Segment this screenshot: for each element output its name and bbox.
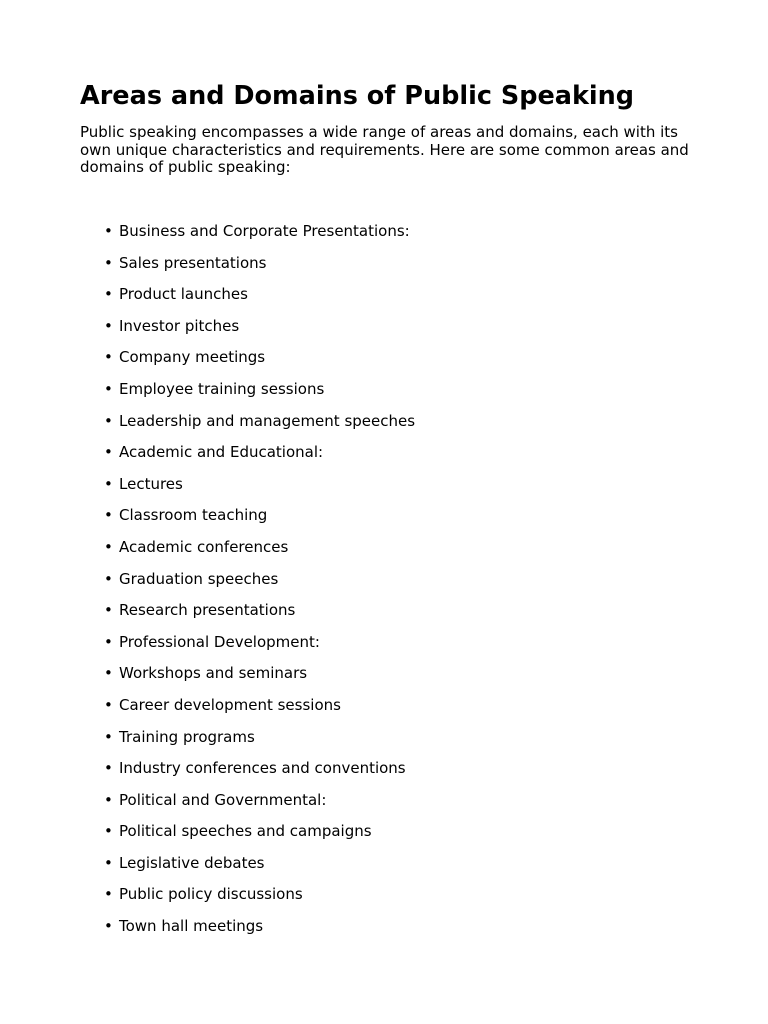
- list-item: [104, 630, 415, 662]
- list-item-text: Leadership and management speeches: [119, 411, 416, 430]
- list-item: [104, 882, 415, 914]
- list-item-text: Lectures: [119, 474, 183, 493]
- list-item: [104, 567, 415, 599]
- bullet-icon: •: [104, 632, 113, 651]
- list-item-text: Product launches: [119, 285, 248, 304]
- list-item: [104, 725, 415, 757]
- list-item: [104, 693, 415, 725]
- list-item: [104, 851, 415, 883]
- bullet-icon: •: [104, 411, 113, 430]
- bullet-icon: •: [104, 917, 113, 936]
- list-item-text: Training programs: [119, 727, 255, 746]
- bullet-icon: •: [104, 316, 113, 335]
- bullet-icon: •: [104, 474, 113, 493]
- list-item: [104, 282, 415, 314]
- bullet-icon: •: [104, 348, 113, 367]
- bullet-icon: •: [104, 853, 113, 872]
- bullet-list: [104, 219, 415, 946]
- list-item: [104, 251, 415, 283]
- bullet-icon: •: [104, 506, 113, 525]
- bullet-icon: •: [104, 601, 113, 620]
- list-item-text: Industry conferences and conventions: [119, 759, 406, 778]
- list-item-text: Career development sessions: [119, 695, 341, 714]
- list-item-text: Sales presentations: [119, 253, 267, 272]
- list-item: [104, 788, 415, 820]
- bullet-icon: •: [104, 885, 113, 904]
- bullet-icon: •: [104, 695, 113, 714]
- list-item-text: Public policy discussions: [119, 885, 303, 904]
- intro-paragraph: Public speaking encompasses a wide range of areas and domains, each with its own unique characteristics and requirements. Here are some common areas and domains of public speaking:: [80, 123, 689, 176]
- list-item: [104, 598, 415, 630]
- list-item-text: Company meetings: [119, 348, 266, 367]
- bullet-icon: •: [104, 727, 113, 746]
- page-title: Areas and Domains of Public Speaking: [80, 81, 635, 111]
- list-item-text: Professional Development:: [119, 632, 320, 651]
- bullet-icon: •: [104, 569, 113, 588]
- bullet-icon: •: [104, 537, 113, 556]
- list-item-text: Academic conferences: [119, 537, 289, 556]
- list-item-text: Employee training sessions: [119, 379, 325, 398]
- bullet-icon: •: [104, 790, 113, 809]
- list-item: [104, 819, 415, 851]
- list-item: [104, 503, 415, 535]
- list-item: [104, 345, 415, 377]
- list-item-text: Business and Corporate Presentations:: [119, 222, 410, 240]
- list-item-text: Classroom teaching: [119, 506, 268, 525]
- bullet-icon: •: [104, 822, 113, 841]
- list-item: [104, 472, 415, 504]
- list-item: [104, 914, 415, 946]
- list-item: [104, 535, 415, 567]
- list-item: [104, 756, 415, 788]
- list-item-text: Town hall meetings: [119, 917, 264, 936]
- list-item-text: Investor pitches: [119, 316, 240, 335]
- bullet-icon: •: [104, 664, 113, 683]
- list-item-text: Graduation speeches: [119, 569, 279, 588]
- bullet-icon: •: [104, 379, 113, 398]
- list-item: [104, 219, 415, 251]
- list-item-text: Research presentations: [119, 601, 296, 620]
- list-item-text: Academic and Educational:: [119, 443, 324, 462]
- bullet-icon: •: [104, 285, 113, 304]
- bullet-icon: •: [104, 443, 113, 462]
- list-item: [104, 377, 415, 409]
- list-item: [104, 314, 415, 346]
- list-item: [104, 409, 415, 441]
- bullet-icon: •: [104, 253, 113, 272]
- list-item: [104, 440, 415, 472]
- list-item-text: Workshops and seminars: [119, 664, 308, 683]
- list-item: [104, 661, 415, 693]
- list-item-text: Legislative debates: [119, 853, 265, 872]
- list-item-text: Political and Governmental:: [119, 790, 327, 809]
- bullet-icon: •: [104, 759, 113, 778]
- list-item-text: Political speeches and campaigns: [119, 822, 372, 841]
- bullet-icon: •: [104, 222, 113, 240]
